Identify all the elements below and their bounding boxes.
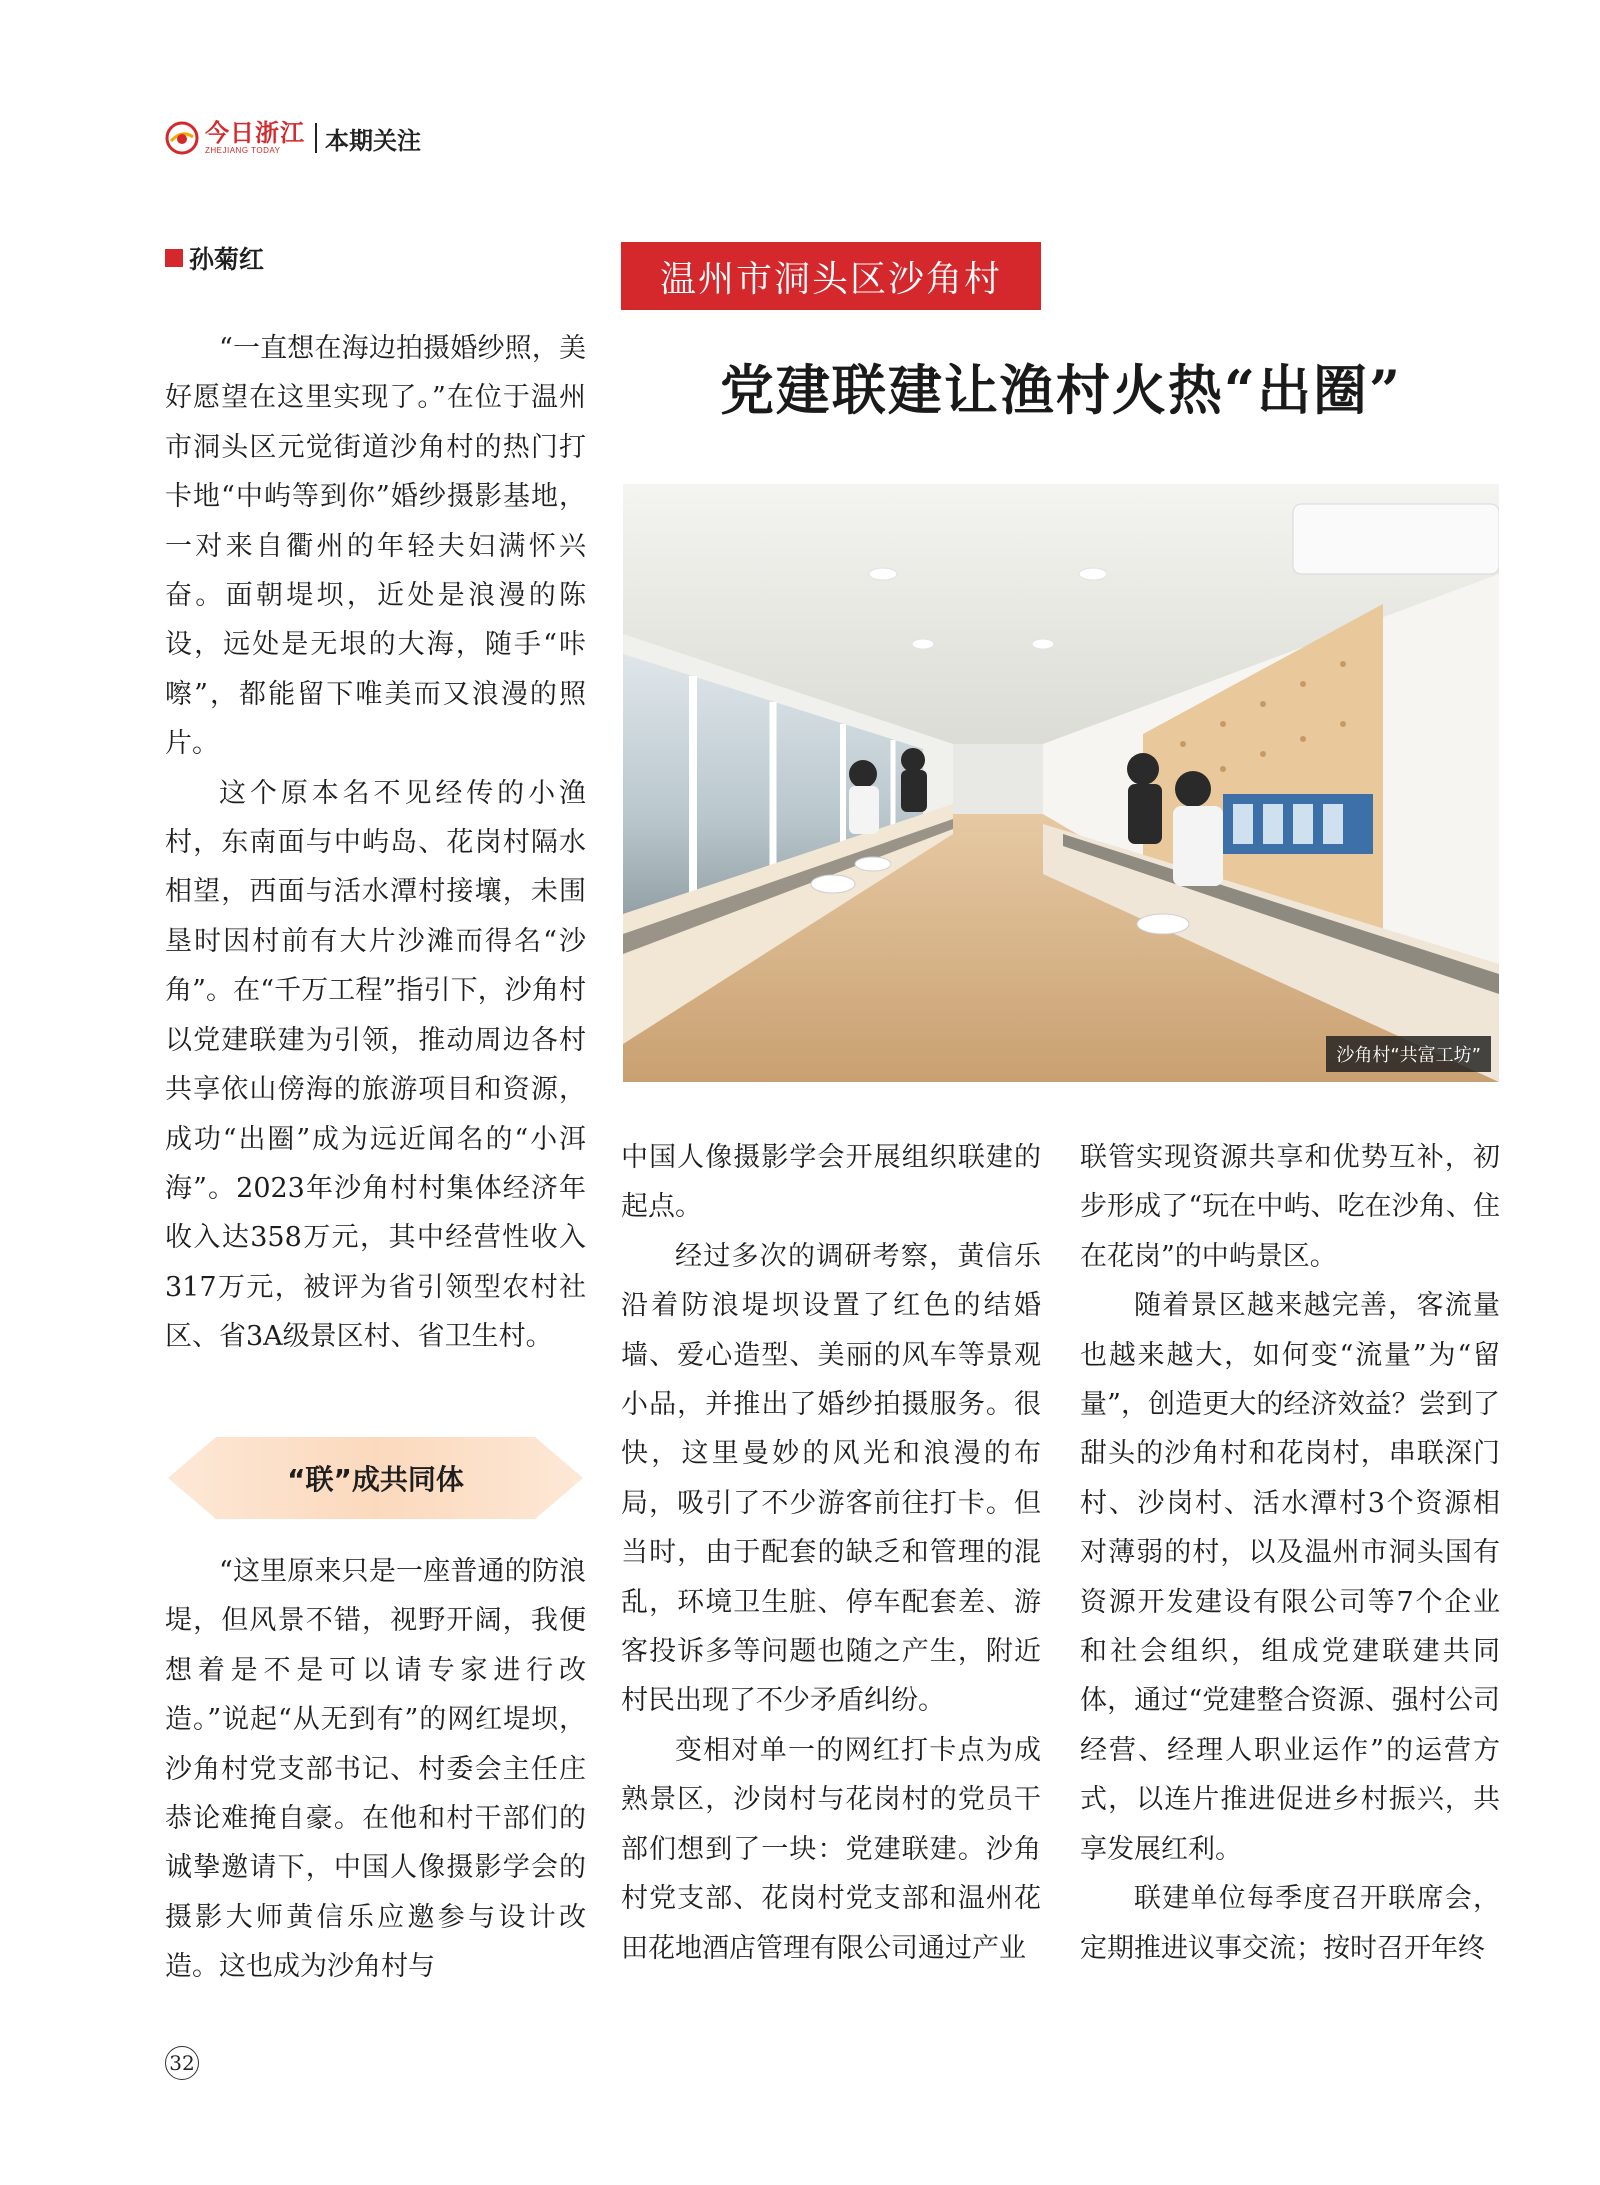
- author-name: 孙菊红: [189, 245, 265, 274]
- red-square-icon: [165, 249, 183, 267]
- magazine-logo: [165, 118, 305, 155]
- paragraph-continued: 联管实现资源共享和优势互补，初步形成了“玩在中屿、吃在沙角、住在花岗”的中屿景区。: [1080, 1142, 1500, 1272]
- page-number: 32: [165, 2046, 199, 2080]
- paragraph: 随着景区越来越完善，客流量也越来越大，如何变“流量”为“留量”，创造更大的经济效益？尝到了甜头的沙角村和花岗村，串联深门村、沙岗村、活水潭村3个资源相对薄弱的村，以及温州市洞头国有资源开发建设有限公司等7个企业和社会组织，组成党建联建共同体，通过“党建整合资源、强村公司经营、经理人职业运作”的运营方式，以连片推进促进乡村振兴，共享发展红利。: [1080, 1290, 1500, 1865]
- workshop-photo-illustration: [623, 484, 1499, 1082]
- paragraph: 变相对单一的网红打卡点为成熟景区，沙岗村与花岗村的党员干部们想到了一块：党建联建。沙角村党支部、花岗村党支部和温州花田花地酒店管理有限公司通过产业: [621, 1734, 1041, 1964]
- article-headline: 党建联建让渔村火热“出圈”: [719, 358, 1403, 422]
- paragraph: 联建单位每季度召开联席会，定期推进议事交流；按时召开年终: [1080, 1883, 1500, 1964]
- logo-swirl-icon: [165, 121, 199, 155]
- subheading-banner: [168, 1437, 583, 1519]
- subheading-text: “联”成共同体: [287, 1463, 464, 1496]
- location-banner: 温州市洞头区沙角村: [621, 242, 1041, 310]
- paragraph: 这个原本名不见经传的小渔村，东南面与中屿岛、花岗村隔水相望，西面与活水潭村接壤，未围垦时因村前有大片沙滩而得名“沙角”。在“千万工程”指引下，沙角村以党建联建为引领，推动周边各村共享依山傍海的旅游项目和资源，成功“出圈”成为远近闻名的“小洱海”。2023年沙角村村集体经济年收入达358万元，其中经营性收入317万元，被评为省引领型农村社区、省3A级景区村、省卫生村。: [165, 777, 586, 1353]
- text-column-2: [621, 1133, 1041, 1973]
- photo-caption: 沙角村“共富工坊”: [1326, 1036, 1491, 1072]
- page-header: [165, 118, 421, 158]
- text-column-3: [1080, 1133, 1500, 1973]
- paragraph: 经过多次的调研考察，黄信乐沿着防浪堤坝设置了红色的结婚墙、爱心造型、美丽的风车等景观小品，并推出了婚纱拍摄服务。很快，这里曼妙的风光和浪漫的布局，吸引了不少游客前往打卡。但当时，由于配套的缺乏和管理的混乱，环境卫生脏、停车配套差、游客投诉多等问题也随之产生，附近村民出现了不少矛盾纠纷。: [621, 1240, 1041, 1717]
- paragraph: “一直想在海边拍摄婚纱照，美好愿望在这里实现了。”在位于温州市洞头区元觉街道沙角村的热门打卡地“中屿等到你”婚纱摄影基地，一对来自衢州的年轻夫妇满怀兴奋。面朝堤坝，近处是浪漫的陈设，远处是无垠的大海，随手“咔嚓”，都能留下唯美而又浪漫的照片。: [165, 333, 586, 760]
- logo-chinese-text: 今日浙江: [205, 118, 305, 147]
- paragraph-continued: 中国人像摄影学会开展组织联建的起点。: [621, 1142, 1041, 1223]
- article-photo: [623, 484, 1499, 1082]
- paragraph: “这里原来只是一座普通的防浪堤，但风景不错，视野开阔，我便想着是不是可以请专家进行改造。”说起“从无到有”的网红堤坝，沙角村党支部书记、村委会主任庄恭论难掩自豪。在他和村干部们的诚挚邀请下，中国人像摄影学会的摄影大师黄信乐应邀参与设计改造。这也成为沙角村与: [165, 1556, 586, 1983]
- header-divider: [315, 123, 317, 153]
- section-name: 本期关注: [325, 126, 421, 155]
- author-byline: [165, 240, 264, 276]
- text-column-1-lower: [165, 1547, 586, 1992]
- text-column-1: [165, 324, 586, 1362]
- logo-english-text: ZHEJIANG TODAY: [205, 146, 281, 155]
